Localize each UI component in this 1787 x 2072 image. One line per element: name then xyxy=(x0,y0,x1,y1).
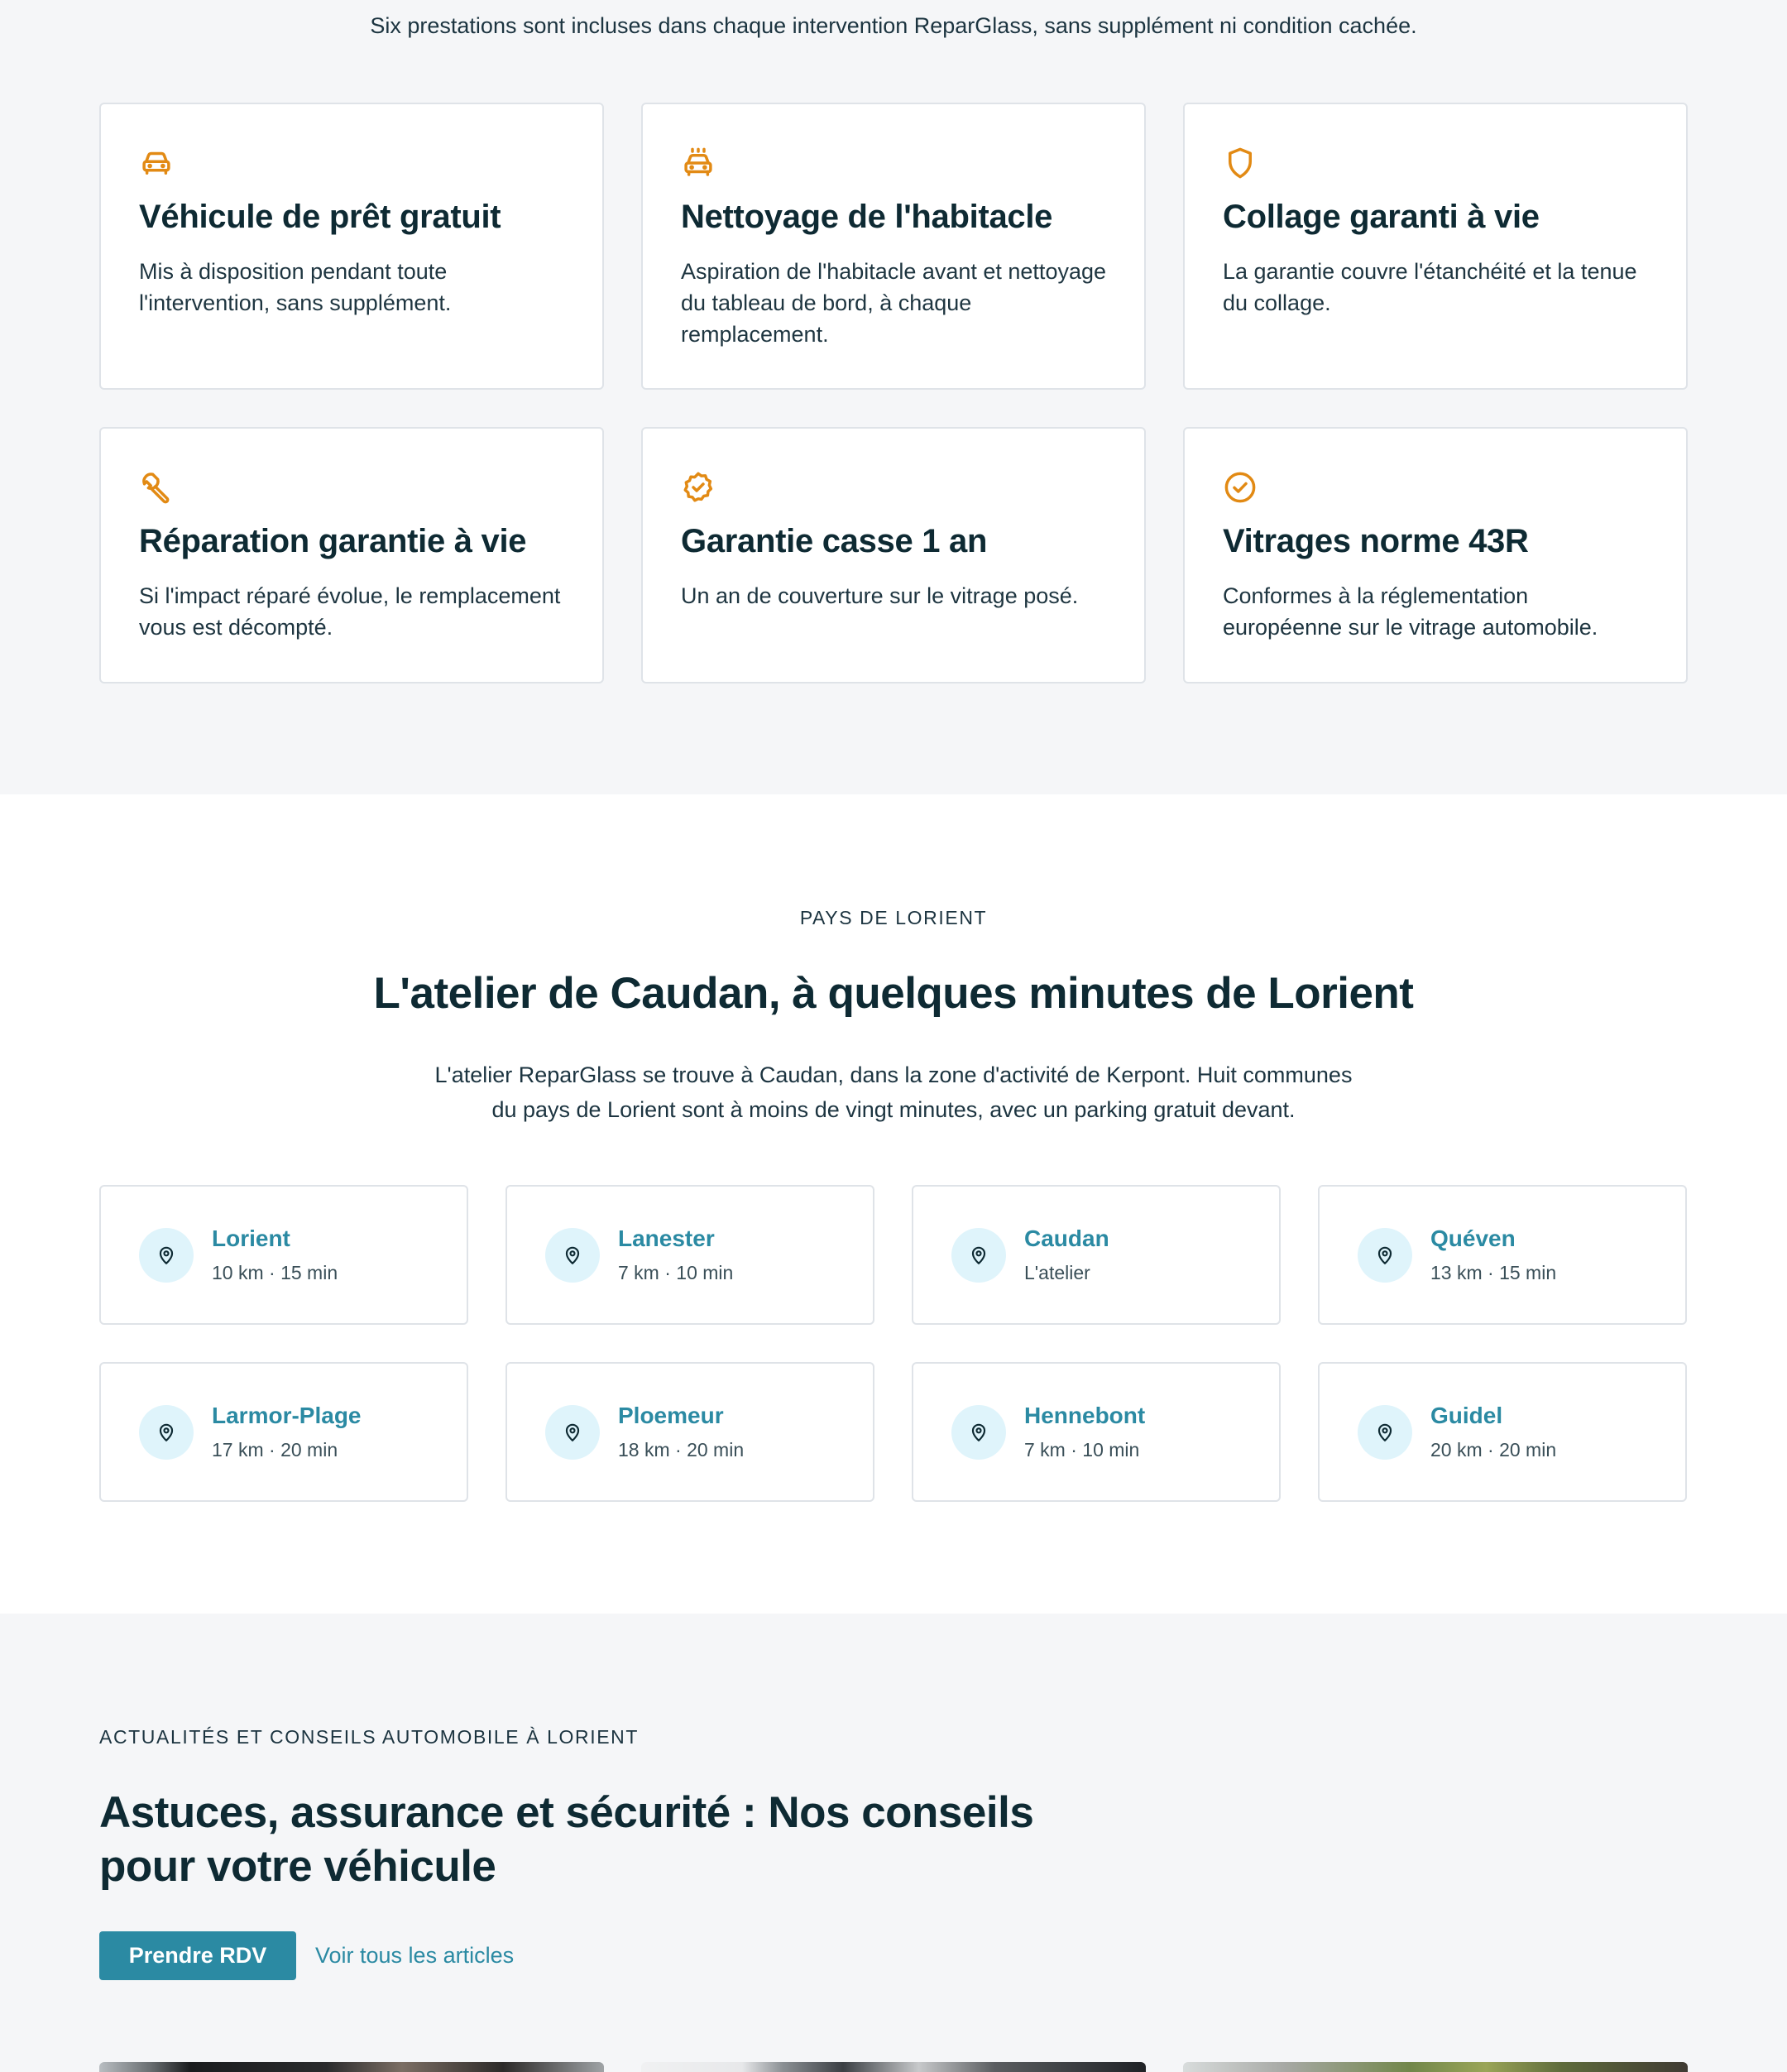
area-eyebrow: PAYS DE LORIENT xyxy=(799,907,988,928)
service-title: Vitrages norme 43R xyxy=(1223,523,1529,559)
badge-check-icon xyxy=(681,470,716,505)
city-card-guidel[interactable] xyxy=(1318,1362,1687,1502)
city-distance: L'atelier xyxy=(1024,1262,1090,1283)
area-description: L'atelier ReparGlass se trouve à Caudan, dans la zone d'activité de Kerpont. Huit communes du pays de Lorient sont à moins de vingt minutes, avec un parking gratuit devant. xyxy=(434,1062,1353,1122)
service-card xyxy=(1183,427,1688,683)
service-desc: Un an de couverture sur le vitrage posé. xyxy=(681,583,1079,608)
city-distance: 13 km · 15 min xyxy=(1430,1262,1557,1283)
city-distance: 10 km · 15 min xyxy=(212,1262,338,1283)
article-card-image[interactable] xyxy=(99,2062,604,2072)
city-name: Guidel xyxy=(1430,1403,1503,1428)
map-pin-icon xyxy=(1358,1228,1412,1283)
area-section xyxy=(0,794,1787,1614)
services-section xyxy=(0,0,1787,794)
service-desc: Conformes à la réglementation européenne sur le vitrage automobile. xyxy=(1223,583,1598,640)
city-distance: 20 km · 20 min xyxy=(1430,1439,1557,1460)
service-card xyxy=(99,427,604,683)
city-distance: 7 km · 10 min xyxy=(1024,1439,1140,1460)
articles-eyebrow: ACTUALITÉS ET CONSEILS AUTOMOBILE À LORIENT xyxy=(99,1726,640,1748)
city-card-hennebont[interactable] xyxy=(912,1362,1281,1502)
service-desc: Mis à disposition pendant toute l'intervention, sans supplément. xyxy=(139,259,452,315)
service-desc: La garantie couvre l'étanchéité et la tenue du collage. xyxy=(1223,259,1637,315)
city-name: Quéven xyxy=(1430,1225,1516,1251)
wrench-icon xyxy=(139,470,174,505)
city-name: Lanester xyxy=(618,1225,715,1251)
map-pin-icon xyxy=(139,1405,194,1460)
cities-grid xyxy=(99,1185,1688,1502)
car-icon xyxy=(139,146,174,180)
service-card xyxy=(641,103,1146,390)
city-name: Larmor-Plage xyxy=(212,1403,362,1428)
city-name: Hennebont xyxy=(1024,1403,1146,1428)
car-wash-icon xyxy=(681,146,716,180)
city-distance: 18 km · 20 min xyxy=(618,1439,745,1460)
city-card-caudan[interactable] xyxy=(912,1185,1281,1325)
services-intro: Six prestations sont incluses dans chaque intervention ReparGlass, sans supplément ni condition cachée. xyxy=(370,13,1417,38)
city-card-lanester[interactable] xyxy=(505,1185,874,1325)
articles-section xyxy=(0,1614,1787,2072)
service-title: Garantie casse 1 an xyxy=(681,523,988,559)
service-title: Collage garanti à vie xyxy=(1223,199,1540,235)
map-pin-icon xyxy=(545,1405,600,1460)
map-pin-icon xyxy=(1358,1405,1412,1460)
map-pin-icon xyxy=(545,1228,600,1283)
city-name: Ploemeur xyxy=(618,1403,724,1428)
article-card-image[interactable] xyxy=(1183,2062,1688,2072)
services-grid xyxy=(99,103,1688,683)
circle-check-icon xyxy=(1223,470,1258,505)
service-title: Nettoyage de l'habitacle xyxy=(681,199,1053,235)
city-card-queven[interactable] xyxy=(1318,1185,1687,1325)
city-distance: 7 km · 10 min xyxy=(618,1262,734,1283)
service-card xyxy=(99,103,604,390)
map-pin-icon xyxy=(951,1405,1006,1460)
service-title: Réparation garantie à vie xyxy=(139,523,527,559)
service-desc: Aspiration de l'habitacle avant et nettoyage du tableau de bord, à chaque remplacement. xyxy=(681,259,1107,347)
city-name: Caudan xyxy=(1024,1225,1109,1251)
city-card-ploemeur[interactable] xyxy=(505,1362,874,1502)
service-desc: Si l'impact réparé évolue, le remplacement vous est décompté. xyxy=(139,583,561,640)
map-pin-icon xyxy=(951,1228,1006,1283)
city-card-lorient[interactable] xyxy=(99,1185,468,1325)
city-name: Lorient xyxy=(212,1225,290,1251)
service-card xyxy=(641,427,1146,683)
area-title: L'atelier de Caudan, à quelques minutes de Lorient xyxy=(373,969,1414,1018)
city-card-larmor-plage[interactable] xyxy=(99,1362,468,1502)
service-title: Véhicule de prêt gratuit xyxy=(139,199,501,235)
article-card-image[interactable] xyxy=(641,2062,1146,2072)
book-appointment-button[interactable]: Prendre RDV xyxy=(99,1931,296,1980)
all-articles-link[interactable]: Voir tous les articles xyxy=(315,1943,515,1968)
shield-icon xyxy=(1223,146,1258,180)
city-distance: 17 km · 20 min xyxy=(212,1439,338,1460)
articles-title: Astuces, assurance et sécurité : Nos conseils pour votre véhicule xyxy=(99,1788,1034,1891)
map-pin-icon xyxy=(139,1228,194,1283)
service-card xyxy=(1183,103,1688,390)
